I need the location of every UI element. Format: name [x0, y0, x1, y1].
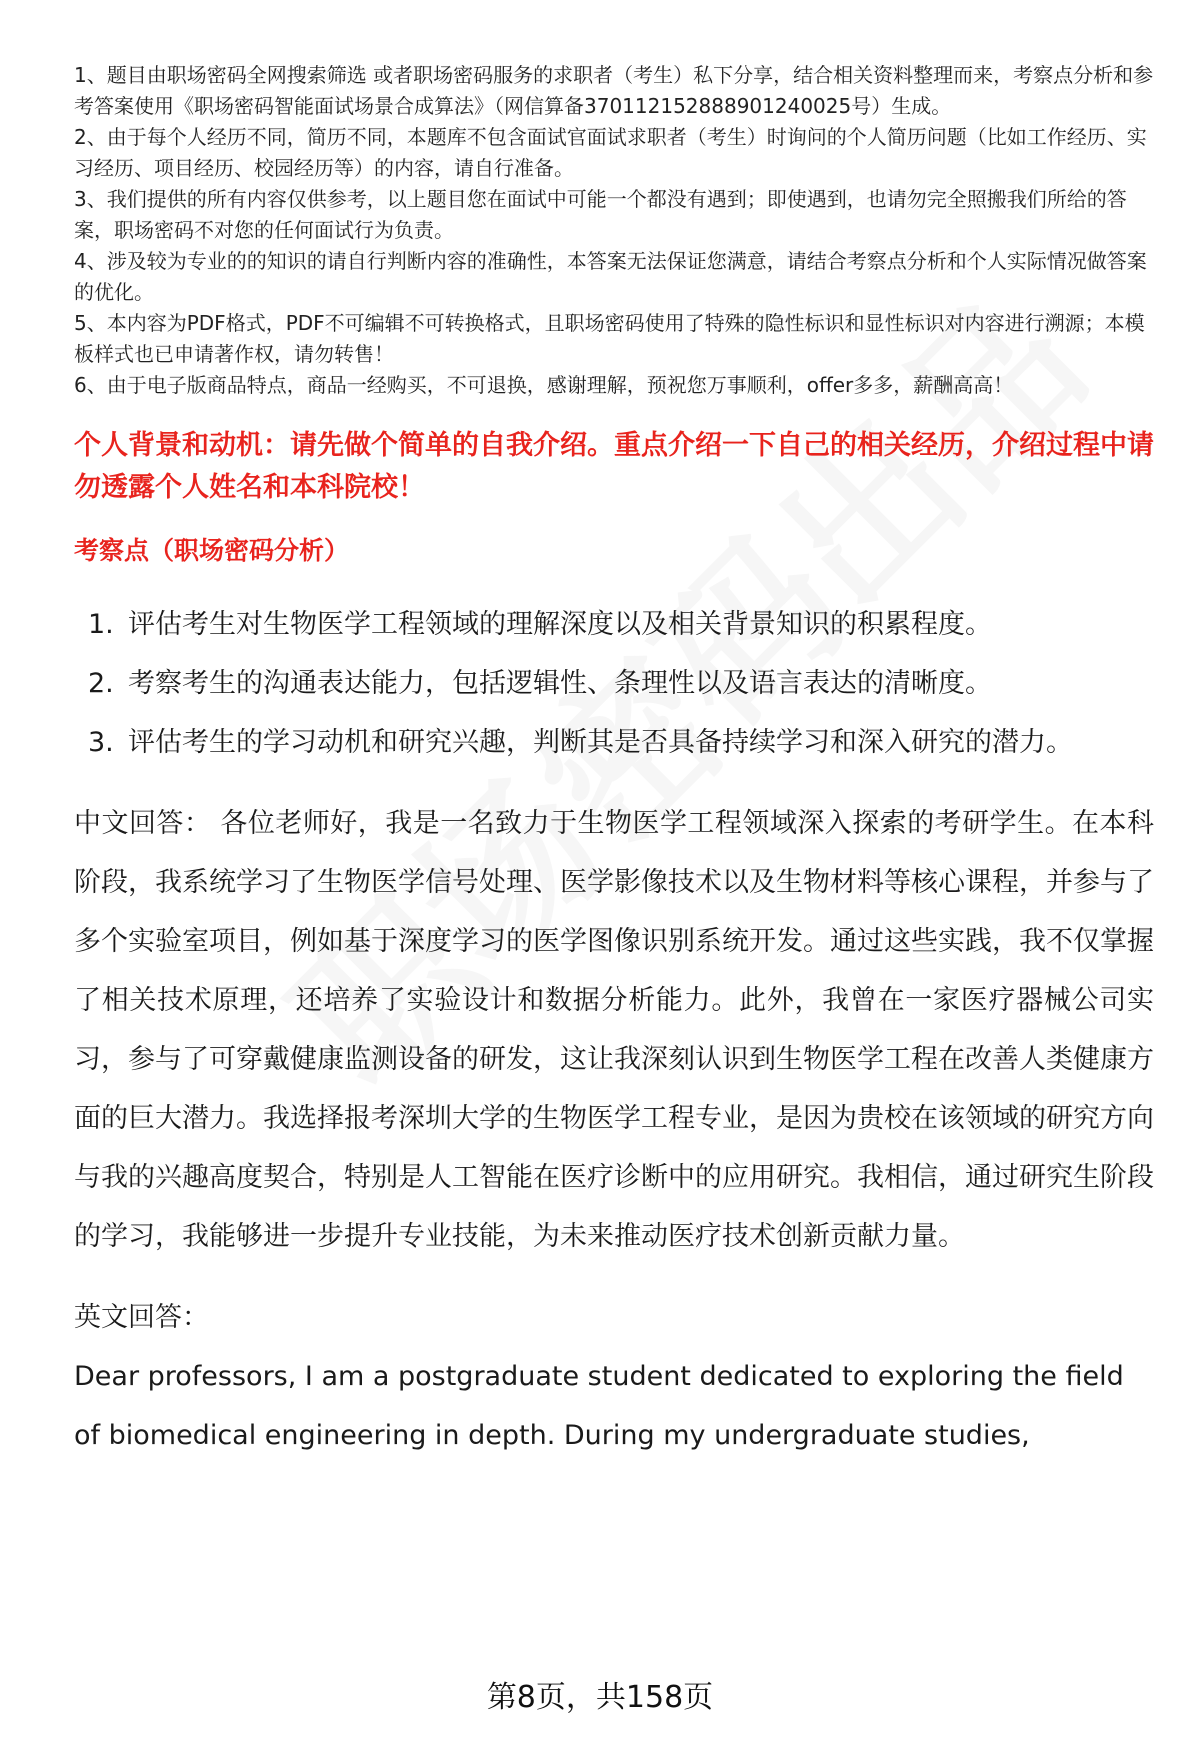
- chinese-answer: 中文回答： 各位老师好，我是一名致力于生物医学工程领域深入探索的考研学生。在本科阶段，我系统学习了生物医学信号处理、医学影像技术以及生物材料等核心课程，并参与了多个实验室项目，例如基于深度学习的医学图像识别系统开发。通过这些实践，我不仅掌握了相关技术原理，还培养了实验设计和数据分析能力。此外，我曾在一家医疗器械公司实习，参与了可穿戴健康监测设备的研发，这让我深刻认识到生物医学工程在改善人类健康方面的巨大潜力。我选择报考深圳大学的生物医学工程专业，是因为贵校在该领域的研究方向与我的兴趣高度契合，特别是人工智能在医疗诊断中的应用研究。我相信，通过研究生阶段的学习，我能够进一步提升专业技能，为未来推动医疗技术创新贡献力量。: [74, 808, 1154, 1252]
- notice-item: 3、我们提供的所有内容仅供参考，以上题目您在面试中可能一个都没有遇到；即使遇到，也请勿完全照搬我们所给的答案，职场密码不对您的任何面试行为负责。: [74, 187, 1127, 242]
- analysis-points: [74, 595, 1154, 772]
- notice-item: 2、由于每个人经历不同，简历不同，本题库不包含面试官面试求职者（考生）时询问的个人简历问题（比如工作经历、实习经历、项目经历、校园经历等）的内容，请自行准备。: [74, 125, 1147, 180]
- analysis-point: [74, 713, 1154, 772]
- analysis-point: [74, 654, 1154, 713]
- page-number: 第8页，共158页: [486, 1680, 714, 1715]
- point-number: 2.: [88, 668, 114, 699]
- document-page: [74, 60, 1154, 1465]
- notice-list: [74, 60, 1154, 401]
- notice-item: 6、由于电子版商品特点，商品一经购买，不可退换，感谢理解，预祝您万事顺利，offer多多，薪酬高高！: [74, 373, 1014, 397]
- english-answer-label: 英文回答：: [74, 1302, 209, 1333]
- english-answer: Dear professors, I am a postgraduate student dedicated to exploring the field of biomedical engineering in depth. During my undergraduate studies,: [74, 1361, 1124, 1451]
- notice-item: 1、题目由职场密码全网搜索筛选 或者职场密码服务的求职者（考生）私下分享，结合相关资料整理而来，考察点分析和参考答案使用《职场密码智能面试场景合成算法》（网信算备370112152888901240025号）生成。: [74, 63, 1154, 118]
- notice-item: 4、涉及较为专业的的知识的请自行判断内容的准确性，本答案无法保证您满意，请结合考察点分析和个人实际情况做答案的优化。: [74, 249, 1147, 304]
- analysis-point: [74, 595, 1154, 654]
- notice-item: 5、本内容为PDF格式，PDF不可编辑不可转换格式，且职场密码使用了特殊的隐性标识和显性标识对内容进行溯源；本模板样式也已申请著作权，请勿转售！: [74, 311, 1145, 366]
- analysis-section-title: 考察点（职场密码分析）: [74, 536, 350, 565]
- interview-question: 个人背景和动机：请先做个简单的自我介绍。重点介绍一下自己的相关经历，介绍过程中请勿透露个人姓名和本科院校！: [74, 430, 1154, 503]
- point-text: 考察考生的沟通表达能力，包括逻辑性、条理性以及语言表达的清晰度。: [128, 668, 992, 699]
- point-number: 3.: [88, 727, 114, 758]
- point-text: 评估考生的学习动机和研究兴趣，判断其是否具备持续学习和深入研究的潜力。: [128, 727, 1073, 758]
- point-number: 1.: [88, 609, 114, 640]
- point-text: 评估考生对生物医学工程领域的理解深度以及相关背景知识的积累程度。: [128, 609, 992, 640]
